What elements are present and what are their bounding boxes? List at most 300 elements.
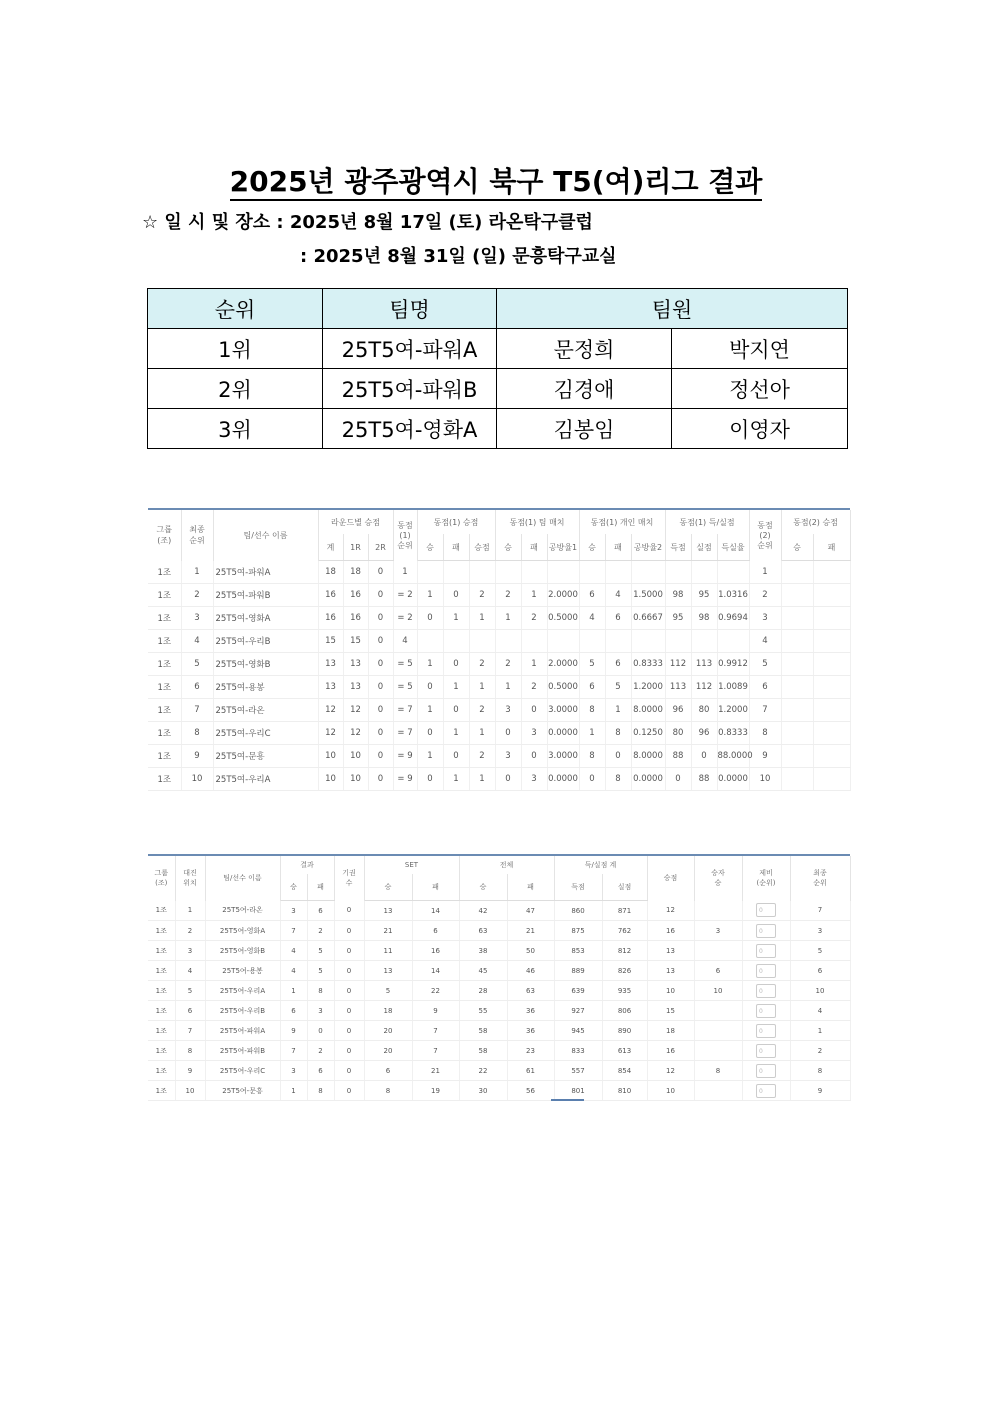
table-cell: 36: [507, 1001, 554, 1021]
table-cell: 4: [579, 607, 605, 630]
standings-subheader: 득점: [665, 534, 691, 561]
table-cell: 6: [364, 1061, 412, 1081]
table-cell: [495, 561, 521, 584]
table-cell: 810: [602, 1081, 647, 1101]
table-cell: [521, 561, 547, 584]
table-cell: [742, 961, 790, 981]
table-cell: 8: [694, 1061, 742, 1081]
table-cell: 8: [579, 745, 605, 768]
table-cell: [813, 653, 850, 676]
table-cell: 1: [280, 1081, 307, 1101]
table-cell: 1: [495, 676, 521, 699]
table-cell: 1조: [148, 745, 181, 768]
table-cell: 6: [181, 676, 213, 699]
table-cell: 10: [749, 768, 781, 791]
table-cell: [742, 1041, 790, 1061]
table-cell: 98: [665, 584, 691, 607]
table-cell: 1: [181, 561, 213, 584]
table-cell: = 9: [393, 768, 417, 791]
table-cell: 0: [368, 768, 393, 791]
table-cell: 890: [602, 1021, 647, 1041]
table-cell: 5: [175, 981, 205, 1001]
table-cell: 6: [175, 1001, 205, 1021]
table-cell: 1: [469, 722, 495, 745]
standings-subheader: 승: [781, 534, 813, 561]
table-cell: 12: [318, 722, 343, 745]
table-cell: [665, 630, 691, 653]
table-cell: 5: [790, 941, 850, 961]
table-cell: [469, 561, 495, 584]
draw-rank-input[interactable]: 0: [756, 1084, 776, 1098]
table-cell: 10: [647, 981, 694, 1001]
group-header: 그룹 (조): [148, 856, 175, 901]
team-name-cell: 25T5여-영화A: [323, 409, 497, 449]
points-header: 승점: [647, 856, 694, 901]
table-cell: 3: [280, 901, 307, 921]
table-cell: [547, 561, 579, 584]
table-cell: 1: [443, 768, 469, 791]
table-cell: 0: [417, 676, 443, 699]
table-cell: 4: [280, 961, 307, 981]
table-cell: 16: [647, 921, 694, 941]
matches-screenshot: [148, 854, 850, 1104]
table-cell: [417, 630, 443, 653]
table-cell: 0.0000: [547, 768, 579, 791]
standings-subheader: 패: [605, 534, 631, 561]
table-cell: 7: [280, 921, 307, 941]
table-cell: 1조: [148, 653, 181, 676]
table-cell: 16: [412, 941, 459, 961]
table-cell: [691, 561, 717, 584]
table-cell: 21: [412, 1061, 459, 1081]
table-cell: = 5: [393, 676, 417, 699]
table-cell: 42: [459, 901, 507, 921]
table-cell: 1: [443, 607, 469, 630]
table-cell: 10: [694, 981, 742, 1001]
table-cell: 3.0000: [547, 745, 579, 768]
table-cell: 10: [318, 768, 343, 791]
ranking-table: [147, 288, 848, 449]
schedule-line-2: : 2025년 8월 31일 (일) 문흥탁구교실: [300, 246, 617, 267]
table-cell: 0: [417, 607, 443, 630]
table-cell: 20: [364, 1021, 412, 1041]
score-total-header: 득/실점 계: [554, 856, 647, 874]
table-cell: 0: [334, 1081, 364, 1101]
table-cell: 88: [665, 745, 691, 768]
table-cell: 2: [307, 1041, 334, 1061]
table-cell: 1: [790, 1021, 850, 1041]
table-cell: 95: [665, 607, 691, 630]
table-cell: 0: [334, 981, 364, 1001]
table-cell: 2: [790, 1041, 850, 1061]
table-cell: 1: [749, 561, 781, 584]
table-row: [148, 561, 850, 584]
table-cell: 0: [605, 745, 631, 768]
table-cell: 2: [469, 653, 495, 676]
team-name-cell: 25T5여-파워B: [323, 369, 497, 409]
team-name-cell: 25T5여-영화B: [205, 941, 280, 961]
table-cell: 10: [175, 1081, 205, 1101]
table-cell: 0: [443, 699, 469, 722]
table-cell: 0: [368, 653, 393, 676]
standings-screenshot: [148, 508, 850, 793]
team-name-cell: 25T5여-파워A: [323, 329, 497, 369]
tie1-rank-header: 동점 (1) 순위: [393, 510, 417, 561]
table-cell: [521, 630, 547, 653]
table-cell: 6: [579, 676, 605, 699]
table-cell: 10: [343, 745, 368, 768]
table-cell: [781, 768, 813, 791]
table-cell: 1: [443, 676, 469, 699]
table-cell: 55: [459, 1001, 507, 1021]
table-cell: 9: [181, 745, 213, 768]
draw-rank-input[interactable]: 0: [756, 984, 776, 998]
team-name-cell: 25T5여-문흥: [205, 1081, 280, 1101]
draw-rank-input[interactable]: 0: [756, 924, 776, 938]
table-cell: 833: [554, 1041, 602, 1061]
table-cell: 1.2000: [717, 699, 749, 722]
table-cell: 3: [175, 941, 205, 961]
table-cell: 0: [334, 1061, 364, 1081]
table-cell: 5: [307, 941, 334, 961]
table-cell: 14: [412, 901, 459, 921]
table-cell: 3: [280, 1061, 307, 1081]
rank-cell: 2위: [148, 369, 323, 409]
table-row: [148, 941, 850, 961]
table-cell: 8: [605, 722, 631, 745]
table-cell: 0: [443, 584, 469, 607]
table-cell: 2: [175, 921, 205, 941]
table-cell: 6: [307, 1061, 334, 1081]
table-row: [148, 981, 850, 1001]
table-cell: 0: [334, 961, 364, 981]
table-cell: 0: [521, 745, 547, 768]
table-row: [148, 1041, 850, 1061]
table-cell: [742, 921, 790, 941]
table-cell: 806: [602, 1001, 647, 1021]
table-row: [148, 676, 850, 699]
table-cell: 1조: [148, 1021, 175, 1041]
table-cell: 1: [417, 745, 443, 768]
table-cell: [813, 584, 850, 607]
table-cell: [813, 676, 850, 699]
table-cell: 0: [368, 630, 393, 653]
table-cell: [742, 941, 790, 961]
standings-subheader: 공방율1: [547, 534, 579, 561]
table-row: [148, 1081, 850, 1101]
table-cell: 927: [554, 1001, 602, 1021]
table-cell: 0.0000: [717, 768, 749, 791]
table-cell: 0.8333: [717, 722, 749, 745]
table-cell: [717, 561, 749, 584]
table-cell: 6: [605, 607, 631, 630]
standings-subheader: 승점: [469, 534, 495, 561]
table-cell: 826: [602, 961, 647, 981]
table-cell: 1조: [148, 921, 175, 941]
table-cell: 8: [307, 981, 334, 1001]
table-cell: 8: [364, 1081, 412, 1101]
table-cell: 1조: [148, 941, 175, 961]
table-cell: 12: [343, 699, 368, 722]
team-name-cell: 25T5여-라온: [213, 699, 318, 722]
table-cell: 10: [318, 745, 343, 768]
table-cell: 1.5000: [631, 584, 665, 607]
table-cell: 8: [181, 722, 213, 745]
table-cell: [813, 699, 850, 722]
table-cell: 0: [307, 1021, 334, 1041]
table-cell: 63: [459, 921, 507, 941]
table-cell: 6: [749, 676, 781, 699]
table-cell: [781, 630, 813, 653]
ranking-header-row: [148, 289, 848, 329]
table-cell: 1: [495, 607, 521, 630]
table-cell: 3: [181, 607, 213, 630]
scroll-indicator[interactable]: [551, 1099, 584, 1101]
table-cell: 0: [495, 768, 521, 791]
table-cell: 10: [181, 768, 213, 791]
table-cell: 13: [647, 941, 694, 961]
member-cell: 박지연: [672, 329, 848, 369]
table-cell: 0: [368, 561, 393, 584]
table-cell: 0: [417, 768, 443, 791]
table-cell: 8: [307, 1081, 334, 1101]
ranking-row: [148, 329, 848, 369]
draw-rank-input[interactable]: 0: [756, 1044, 776, 1058]
table-cell: 113: [665, 676, 691, 699]
table-cell: 0: [521, 699, 547, 722]
standings-subheader: 실점: [691, 534, 717, 561]
table-cell: 6: [280, 1001, 307, 1021]
table-cell: 2: [307, 921, 334, 941]
table-cell: 2.0000: [547, 653, 579, 676]
table-cell: 18: [647, 1021, 694, 1041]
table-cell: 5: [749, 653, 781, 676]
team-name-cell: 25T5여-우리B: [205, 1001, 280, 1021]
table-cell: 1.0316: [717, 584, 749, 607]
member-cell: 김경애: [497, 369, 672, 409]
standings-subheader: 2R: [368, 534, 393, 561]
team-name-cell: 25T5여-우리A: [205, 981, 280, 1001]
table-cell: 0: [368, 722, 393, 745]
table-cell: 2: [749, 584, 781, 607]
standings-subheader: 공방율2: [631, 534, 665, 561]
table-row: [148, 768, 850, 791]
table-cell: 18: [318, 561, 343, 584]
table-cell: 1조: [148, 901, 175, 921]
table-cell: [443, 561, 469, 584]
standings-table: [148, 510, 851, 791]
table-cell: 2: [469, 745, 495, 768]
table-cell: 1조: [148, 561, 181, 584]
standings-subheader: 승: [495, 534, 521, 561]
table-cell: 58: [459, 1021, 507, 1041]
draw-rank-input[interactable]: 0: [756, 964, 776, 978]
table-cell: 762: [602, 921, 647, 941]
table-row: [148, 607, 850, 630]
table-cell: 7: [280, 1041, 307, 1061]
table-cell: 0.0000: [631, 768, 665, 791]
table-cell: 6: [579, 584, 605, 607]
table-cell: 4: [605, 584, 631, 607]
table-cell: [813, 630, 850, 653]
draw-rank-input[interactable]: 0: [756, 1064, 776, 1078]
table-cell: 5: [307, 961, 334, 981]
rank-cell: 3위: [148, 409, 323, 449]
table-cell: 6: [605, 653, 631, 676]
table-cell: [742, 1021, 790, 1041]
table-cell: 0: [495, 722, 521, 745]
table-cell: 0: [368, 584, 393, 607]
table-cell: [813, 561, 850, 584]
table-cell: [495, 630, 521, 653]
standings-subheader: 득실율: [717, 534, 749, 561]
table-cell: [631, 630, 665, 653]
table-cell: 3.0000: [547, 699, 579, 722]
team-name-cell: 25T5여-파워A: [213, 561, 318, 584]
table-cell: 96: [665, 699, 691, 722]
table-cell: [443, 630, 469, 653]
table-cell: 1: [280, 981, 307, 1001]
table-cell: 15: [343, 630, 368, 653]
table-cell: 4: [790, 1001, 850, 1021]
tie1-team-match-header: 동점(1) 팀 매치: [495, 510, 579, 534]
group-header: 그룹 (조): [148, 510, 181, 561]
draw-rank-input[interactable]: 0: [756, 903, 776, 917]
table-cell: [694, 901, 742, 921]
table-cell: 557: [554, 1061, 602, 1081]
table-cell: 0: [579, 768, 605, 791]
table-cell: 0.5000: [547, 607, 579, 630]
matches-table: [148, 856, 851, 1101]
table-cell: 854: [602, 1061, 647, 1081]
table-cell: 0.6667: [631, 607, 665, 630]
final-rank-header: 최종 순위: [790, 856, 850, 901]
team-header: 팀/선수 이름: [205, 856, 280, 901]
table-cell: 9: [749, 745, 781, 768]
table-cell: 1: [469, 768, 495, 791]
table-cell: = 9: [393, 745, 417, 768]
table-cell: 0: [368, 745, 393, 768]
table-cell: 80: [691, 699, 717, 722]
table-cell: 12: [318, 699, 343, 722]
table-cell: 8: [175, 1041, 205, 1061]
table-cell: 50: [507, 941, 554, 961]
table-cell: 1조: [148, 1081, 175, 1101]
table-cell: 113: [691, 653, 717, 676]
table-cell: 639: [554, 981, 602, 1001]
table-cell: 1: [443, 722, 469, 745]
position-header: 대진 위치: [175, 856, 205, 901]
table-cell: 875: [554, 921, 602, 941]
table-row: [148, 961, 850, 981]
matches-header-row-1: [148, 856, 850, 874]
table-cell: 11: [364, 941, 412, 961]
table-row: [148, 921, 850, 941]
total-header: 전체: [459, 856, 554, 874]
table-cell: 10: [647, 1081, 694, 1101]
matches-subheader: 실점: [602, 874, 647, 901]
ranking-row: [148, 409, 848, 449]
table-cell: 56: [507, 1081, 554, 1101]
table-cell: 0: [443, 745, 469, 768]
draw-rank-input[interactable]: 0: [756, 944, 776, 958]
table-cell: 58: [459, 1041, 507, 1061]
table-cell: 3: [521, 722, 547, 745]
table-cell: [813, 607, 850, 630]
table-cell: 1조: [148, 676, 181, 699]
table-row: [148, 1061, 850, 1081]
table-cell: 6: [307, 901, 334, 921]
matches-subheader: 승: [280, 874, 307, 901]
table-cell: [742, 1001, 790, 1021]
table-cell: 96: [691, 722, 717, 745]
table-cell: 7: [181, 699, 213, 722]
table-cell: 8: [790, 1061, 850, 1081]
standings-header-row-1: [148, 510, 850, 534]
table-cell: 0: [368, 607, 393, 630]
table-cell: 1: [521, 584, 547, 607]
table-cell: [742, 1061, 790, 1081]
forfeit-header: 기권 수: [334, 856, 364, 901]
table-cell: 19: [412, 1081, 459, 1101]
table-cell: [781, 561, 813, 584]
table-cell: 2: [181, 584, 213, 607]
table-cell: 8: [579, 699, 605, 722]
table-cell: = 5: [393, 653, 417, 676]
table-cell: 23: [507, 1041, 554, 1061]
team-name-header: 팀명: [323, 289, 497, 329]
table-cell: 4: [175, 961, 205, 981]
table-cell: [813, 768, 850, 791]
table-row: [148, 1001, 850, 1021]
table-cell: 1: [417, 653, 443, 676]
set-header: SET: [364, 856, 459, 874]
table-cell: 1: [175, 901, 205, 921]
rank-header: 순위: [148, 289, 323, 329]
table-cell: 1조: [148, 961, 175, 981]
table-cell: 112: [665, 653, 691, 676]
table-cell: 2: [469, 584, 495, 607]
table-cell: 7: [749, 699, 781, 722]
team-name-cell: 25T5여-문흥: [213, 745, 318, 768]
draw-rank-input[interactable]: 0: [756, 1024, 776, 1038]
table-cell: 5: [605, 676, 631, 699]
table-cell: 18: [343, 561, 368, 584]
standings-subheader: 1R: [343, 534, 368, 561]
draw-rank-input[interactable]: 0: [756, 1004, 776, 1018]
table-cell: 2.0000: [547, 584, 579, 607]
table-cell: 80: [665, 722, 691, 745]
table-cell: 8.0000: [631, 699, 665, 722]
table-cell: 3: [495, 699, 521, 722]
tie1-points-header: 동점(1) 승점: [417, 510, 495, 534]
team-header: 팀/선수 이름: [213, 510, 318, 561]
table-cell: 2: [469, 699, 495, 722]
table-cell: 15: [647, 1001, 694, 1021]
table-row: [148, 699, 850, 722]
table-cell: 2: [495, 584, 521, 607]
table-cell: [579, 630, 605, 653]
table-cell: [579, 561, 605, 584]
table-cell: [742, 901, 790, 921]
table-cell: = 7: [393, 699, 417, 722]
tie2-rank-header: 동점 (2) 순위: [749, 510, 781, 561]
table-row: [148, 1021, 850, 1041]
table-cell: 860: [554, 901, 602, 921]
matches-subheader: 승: [459, 874, 507, 901]
table-cell: 13: [364, 961, 412, 981]
team-name-cell: 25T5여-영화A: [205, 921, 280, 941]
